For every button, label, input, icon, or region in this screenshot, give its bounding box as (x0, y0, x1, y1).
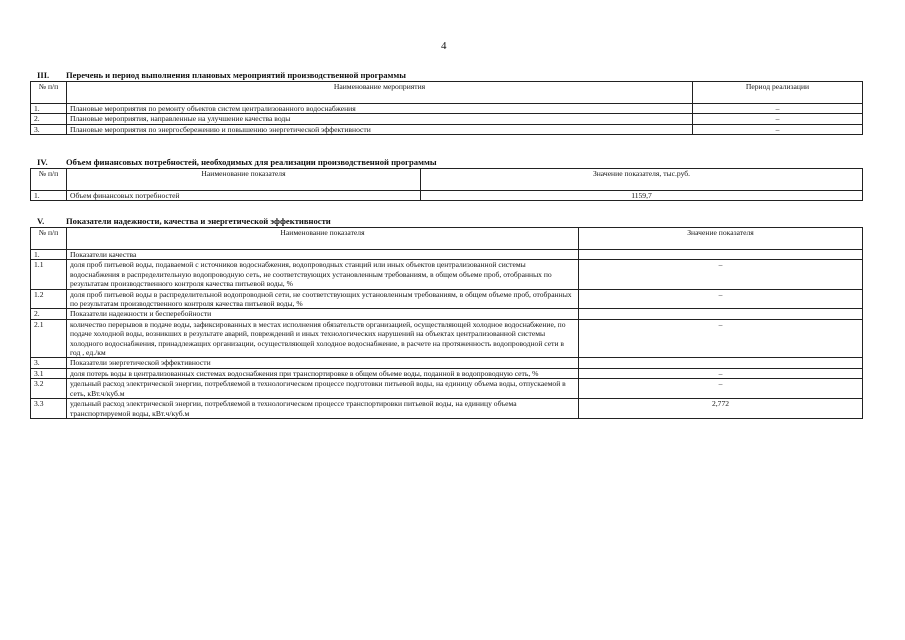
table-row (31, 104, 863, 114)
header-name: Наименование показателя (67, 169, 421, 191)
table-row (31, 399, 863, 419)
row-value: – (579, 260, 863, 289)
section-3-title-text: Перечень и период выполнения плановых мероприятий производственной программы (66, 70, 406, 80)
table-header-row (31, 228, 863, 250)
section-4-title-text: Объем финансовых потребностей, необходимых для реализации производственной программы (66, 157, 437, 167)
header-name: Наименование мероприятия (67, 82, 693, 104)
row-name: удельный расход электрической энергии, потребляемой в технологическом процессе транспортировки питьевой воды, на единицу объема транспортируемой воды, кВт.ч/куб.м (67, 399, 579, 419)
row-name: Показатели качества (67, 250, 579, 260)
row-name: Показатели надежности и бесперебойности (67, 309, 579, 319)
row-num: 3.3 (31, 399, 67, 419)
table-row (31, 289, 863, 309)
row-num: 1. (31, 250, 67, 260)
row-num: 2. (31, 309, 67, 319)
row-name: Показатели энергетической эффективности (67, 358, 579, 368)
row-num: 3.2 (31, 379, 67, 399)
table-header-row (31, 169, 863, 191)
row-name: доля проб питьевой воды, подаваемой с источников водоснабжения, водопроводных станций или иных объектов централизованной системы водоснабжения в распределительную водопроводную сеть, не соответствующих установленным требованиям, в общем объеме проб, отобранных по результатам производственного контроля качества питьевой воды, % (67, 260, 579, 289)
row-name: доля потерь воды в централизованных системах водоснабжения при транспортировке в общем объеме воды, поданной в водопроводную сеть, % (67, 368, 579, 378)
table-row (31, 309, 863, 319)
header-name: Наименование показателя (67, 228, 579, 250)
table-row (31, 114, 863, 124)
table-row (31, 379, 863, 399)
header-num: № п/п (31, 82, 67, 104)
header-num: № п/п (31, 228, 67, 250)
row-num: 3.1 (31, 368, 67, 378)
table-row (31, 260, 863, 289)
table-row (31, 358, 863, 368)
section-4-table (30, 168, 863, 201)
table-row (31, 124, 863, 134)
section-5-table (30, 227, 863, 419)
section-3-title (30, 70, 863, 81)
row-num: 3. (31, 124, 67, 134)
section-5-title-text: Показатели надежности, качества и энергетической эффективности (66, 216, 331, 226)
row-name: Плановые мероприятия, направленные на улучшение качества воды (67, 114, 693, 124)
section-4-title (30, 157, 863, 168)
row-period: – (693, 124, 863, 134)
row-value: – (579, 368, 863, 378)
row-name: Плановые мероприятия по энергосбережению и повышению энергетической эффективности (67, 124, 693, 134)
row-period: – (693, 114, 863, 124)
row-value (579, 358, 863, 368)
row-num: 1.1 (31, 260, 67, 289)
table-row (31, 250, 863, 260)
row-value: – (579, 379, 863, 399)
table-row (31, 191, 863, 201)
row-num: 1. (31, 104, 67, 114)
page-number: 4 (441, 40, 447, 52)
row-value: 2,772 (579, 399, 863, 419)
row-num: 1.2 (31, 289, 67, 309)
row-name: Плановые мероприятия по ремонту объектов систем централизованного водоснабжения (67, 104, 693, 114)
row-value: 1159,7 (421, 191, 863, 201)
row-num: 2.1 (31, 319, 67, 358)
table-header-row (31, 82, 863, 104)
section-4 (30, 157, 863, 201)
row-name: количество перерывов в подаче воды, зафиксированных в местах исполнения обязательств организацией, осуществляющей холодное водоснабжение, по подаче холодной воды, возникших в результате аварий, повреждений и иных технологических нарушений на объектах централизованной системы холодного водоснабжения, принадлежащих организации, осуществляющей холодное водоснабжение, в расчете на протяженность водопроводной сети в год , ед./км (67, 319, 579, 358)
section-3-table (30, 81, 863, 135)
header-num: № п/п (31, 169, 67, 191)
table-row (31, 368, 863, 378)
header-period: Период реализации (693, 82, 863, 104)
row-period: – (693, 104, 863, 114)
table-row (31, 319, 863, 358)
section-3 (30, 70, 863, 135)
row-num: 1. (31, 191, 67, 201)
header-value: Значение показателя (579, 228, 863, 250)
row-name: удельный расход электрической энергии, потребляемой в технологическом процессе подготовки питьевой воды, на единицу объема воды, отпускаемой в сеть, кВт.ч/куб.м (67, 379, 579, 399)
row-num: 3. (31, 358, 67, 368)
row-name: Объем финансовых потребностей (67, 191, 421, 201)
section-5 (30, 216, 863, 419)
row-value (579, 250, 863, 260)
row-value: – (579, 289, 863, 309)
section-4-number: IV. (37, 157, 48, 167)
row-value: – (579, 319, 863, 358)
section-3-number: III. (37, 70, 50, 80)
section-5-title (30, 216, 863, 227)
row-num: 2. (31, 114, 67, 124)
section-5-number: V. (37, 216, 45, 226)
header-value: Значение показателя, тыс.руб. (421, 169, 863, 191)
row-value (579, 309, 863, 319)
row-name: доля проб питьевой воды в распределительной водопроводной сети, не соответствующих установленным требованиям, в общем объеме проб, отобранных по результатам производственного контроля качества питьевой воды, % (67, 289, 579, 309)
